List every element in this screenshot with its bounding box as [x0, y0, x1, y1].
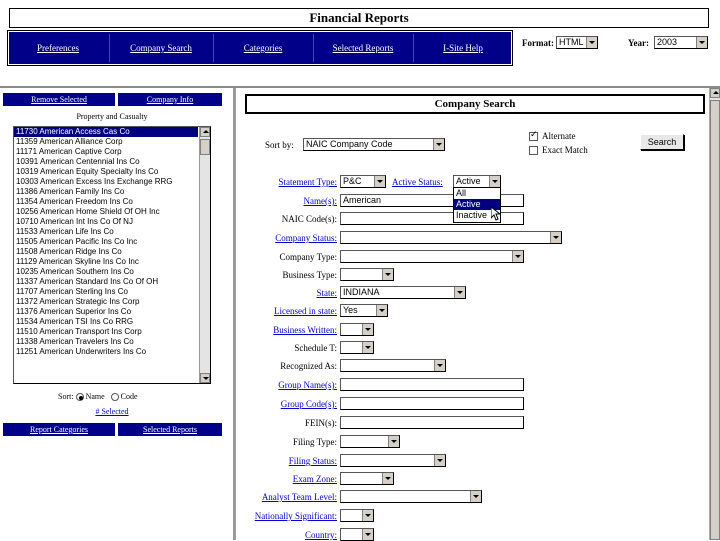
list-item[interactable]: 11372 American Strategic Ins Corp — [16, 297, 140, 306]
name-value: American — [343, 195, 382, 205]
list-item[interactable]: 11251 American Underwriters Ins Co — [16, 347, 147, 356]
filing-type-label: Filing Type: — [293, 437, 337, 447]
left-frame — [0, 88, 236, 540]
list-item[interactable]: 10256 American Home Shield Of OH Inc — [16, 207, 160, 216]
company-info-button[interactable]: Company Info — [118, 93, 222, 106]
company-type-select[interactable] — [340, 250, 524, 263]
active-status-option-inactive[interactable]: Inactive — [456, 210, 488, 220]
schedule-t-label: Schedule T: — [294, 343, 337, 353]
chevron-down-icon — [388, 436, 399, 447]
selected-count-link[interactable]: # Selected — [95, 407, 129, 416]
list-item[interactable]: 11171 American Captive Corp — [16, 147, 122, 156]
format-label: Format: — [522, 38, 554, 48]
chevron-down-icon — [362, 529, 373, 540]
nav-categories-button[interactable]: Categories — [243, 43, 283, 53]
right-frame — [239, 88, 720, 540]
selected-count-row — [0, 407, 224, 416]
list-item[interactable]: 11354 American Freedom Ins Co — [16, 197, 133, 206]
list-item[interactable]: 10303 American Excess Ins Exchange RRG — [16, 177, 173, 186]
chevron-down-icon — [696, 37, 707, 48]
country-link[interactable]: Country: — [304, 530, 337, 540]
filing-status-select[interactable] — [340, 454, 446, 467]
state-link[interactable]: State: — [316, 288, 337, 298]
chevron-down-icon — [434, 360, 445, 371]
group-names-link[interactable]: Group Name(s): — [278, 380, 337, 390]
chevron-down-icon — [434, 455, 445, 466]
list-item[interactable]: 11505 American Pacific Ins Co Inc — [16, 237, 138, 246]
filing-type-select[interactable] — [340, 435, 400, 448]
list-item[interactable]: 10235 American Southern Ins Co — [16, 267, 134, 276]
list-caption: Property and Casualty — [76, 112, 148, 121]
chevron-down-icon — [454, 287, 465, 298]
list-item[interactable]: 11707 American Sterling Ins Co — [16, 287, 128, 296]
report-categories-button[interactable]: Report Categories — [3, 423, 115, 436]
list-item[interactable]: 10319 American Equity Specialty Ins Co — [16, 167, 159, 176]
list-item[interactable]: 11533 American Life Ins Co — [16, 227, 114, 236]
chevron-down-icon — [550, 232, 561, 243]
recognized-as-select[interactable] — [340, 359, 446, 372]
company-search-title: Company Search — [245, 94, 705, 114]
sort-label: Sort: — [58, 392, 74, 401]
fein-label: FEIN(s): — [305, 418, 337, 428]
chevron-down-icon — [362, 342, 373, 353]
company-status-select[interactable] — [340, 231, 562, 244]
chevron-down-icon — [489, 176, 500, 187]
alternate-checkbox[interactable] — [529, 132, 538, 141]
list-item[interactable]: 11376 American Superior Ins Co — [16, 307, 132, 316]
exact-match-label: Exact Match — [542, 145, 588, 155]
chevron-down-icon — [433, 139, 444, 150]
statement-type-select[interactable] — [340, 175, 386, 188]
chevron-down-icon — [382, 269, 393, 280]
analyst-team-level-link[interactable]: Analyst Team Level: — [261, 492, 337, 502]
licensed-in-state-link[interactable]: Licensed in state: — [274, 306, 337, 316]
format-value: HTML — [559, 37, 584, 47]
list-item[interactable]: 11338 American Travelers Ins Co — [16, 337, 134, 346]
nationally-significant-select[interactable] — [340, 509, 374, 522]
active-status-value: Active — [456, 176, 481, 186]
chevron-down-icon — [376, 305, 387, 316]
mouse-pointer-icon — [491, 207, 501, 221]
scroll-thumb[interactable] — [710, 100, 720, 540]
active-status-option-active[interactable]: Active — [454, 199, 500, 210]
page-scrollbar[interactable] — [709, 88, 720, 540]
selected-reports-button[interactable]: Selected Reports — [118, 423, 222, 436]
scroll-thumb[interactable] — [200, 139, 210, 155]
schedule-t-select[interactable] — [340, 341, 374, 354]
business-type-label: Business Type: — [282, 270, 337, 280]
company-list-items — [14, 127, 210, 357]
exam-zone-link[interactable]: Exam Zone: — [292, 474, 337, 484]
nav-isite-help-button[interactable]: I-Site Help — [443, 43, 483, 53]
company-status-link[interactable]: Company Status: — [275, 233, 337, 243]
chevron-down-icon — [362, 510, 373, 521]
active-status-link[interactable]: Active Status: — [392, 177, 443, 187]
country-select[interactable] — [340, 528, 374, 541]
chevron-down-icon — [586, 37, 597, 48]
scroll-down-icon[interactable] — [200, 373, 210, 383]
sort-name-radio[interactable] — [76, 393, 84, 401]
chevron-down-icon — [470, 491, 481, 502]
business-written-link[interactable]: Business Written: — [273, 325, 337, 335]
filing-status-link[interactable]: Filing Status: — [288, 456, 337, 466]
list-item[interactable]: 10710 American Int Ins Co Of NJ — [16, 217, 133, 226]
nav-selected-reports-button[interactable]: Selected Reports — [332, 43, 394, 53]
remove-selected-button[interactable]: Remove Selected — [3, 93, 115, 106]
licensed-in-state-select[interactable] — [340, 304, 388, 317]
sort-name-label: Name — [85, 392, 105, 401]
sort-row — [58, 392, 138, 401]
exam-zone-select[interactable] — [340, 472, 394, 485]
page-title: Financial Reports — [9, 8, 709, 28]
left-top-buttons — [3, 93, 221, 106]
list-item[interactable]: 10391 American Centennial Ins Co — [16, 157, 140, 166]
group-names-input[interactable] — [340, 378, 524, 391]
chevron-down-icon — [374, 176, 385, 187]
active-status-option-all[interactable]: All — [456, 188, 467, 198]
nav-separator — [109, 34, 110, 62]
sort-by-label: Sort by: — [265, 140, 294, 150]
company-list[interactable] — [13, 126, 211, 384]
statement-type-link[interactable]: Statement Type: — [278, 177, 337, 187]
alternate-label: Alternate — [542, 131, 576, 141]
list-scrollbar[interactable] — [199, 127, 210, 383]
list-item[interactable]: 11337 American Standard Ins Co Of OH — [16, 277, 159, 286]
chevron-down-icon — [382, 473, 393, 484]
format-select[interactable] — [556, 36, 598, 49]
nav-preferences-button[interactable]: Preferences — [37, 43, 79, 53]
scroll-up-icon[interactable] — [710, 88, 720, 98]
company-type-label: Company Type: — [279, 252, 337, 262]
business-written-select[interactable] — [340, 323, 374, 336]
sort-code-label: Code — [120, 392, 138, 401]
year-value: 2003 — [657, 37, 678, 47]
nationally-significant-link[interactable]: Nationally Significant: — [254, 511, 337, 521]
exact-match-checkbox[interactable] — [529, 146, 538, 155]
sort-by-value: NAIC Company Code — [306, 139, 393, 149]
naic-label: NAIC Code(s): — [281, 214, 337, 224]
list-item[interactable]: 11730 American Access Cas Co — [14, 127, 198, 137]
list-item[interactable]: 11534 American TSI Ins Co RRG — [16, 317, 134, 326]
statement-type-value: P&C — [343, 176, 362, 186]
search-button[interactable]: Search — [640, 134, 684, 150]
main-nav-bar — [9, 32, 511, 64]
list-item[interactable]: 11508 American Ridge Ins Co — [16, 247, 122, 256]
sort-by-select[interactable] — [303, 138, 445, 151]
scroll-up-icon[interactable] — [200, 127, 210, 137]
list-item[interactable]: 11129 American Skyline Ins Co Inc — [16, 257, 139, 266]
fein-input[interactable] — [340, 416, 524, 429]
year-label: Year: — [628, 38, 649, 48]
nav-separator — [213, 34, 214, 62]
chevron-down-icon — [362, 324, 373, 335]
top-frame — [0, 0, 720, 88]
year-select[interactable] — [654, 36, 708, 49]
group-codes-input[interactable] — [340, 397, 524, 410]
state-select[interactable] — [340, 286, 466, 299]
list-item[interactable]: 11386 American Family Ins Co — [16, 187, 125, 196]
list-item[interactable]: 11510 American Transport Ins Corp — [16, 327, 142, 336]
licensed-in-state-value: Yes — [343, 305, 358, 315]
state-value: INDIANA — [343, 287, 380, 297]
recognized-as-label: Recognized As: — [280, 361, 337, 371]
nav-separator — [413, 34, 414, 62]
analyst-team-level-select[interactable] — [340, 490, 482, 503]
chevron-down-icon — [512, 251, 523, 262]
sort-code-radio[interactable] — [111, 393, 119, 401]
nav-company-search-button[interactable]: Company Search — [130, 43, 192, 53]
name-link[interactable]: Name(s): — [303, 196, 337, 206]
business-type-select[interactable] — [340, 268, 394, 281]
left-bottom-buttons — [3, 423, 221, 436]
nav-separator — [313, 34, 314, 62]
group-codes-link[interactable]: Group Code(s): — [280, 399, 337, 409]
list-item[interactable]: 11359 American Alliance Corp — [16, 137, 123, 146]
